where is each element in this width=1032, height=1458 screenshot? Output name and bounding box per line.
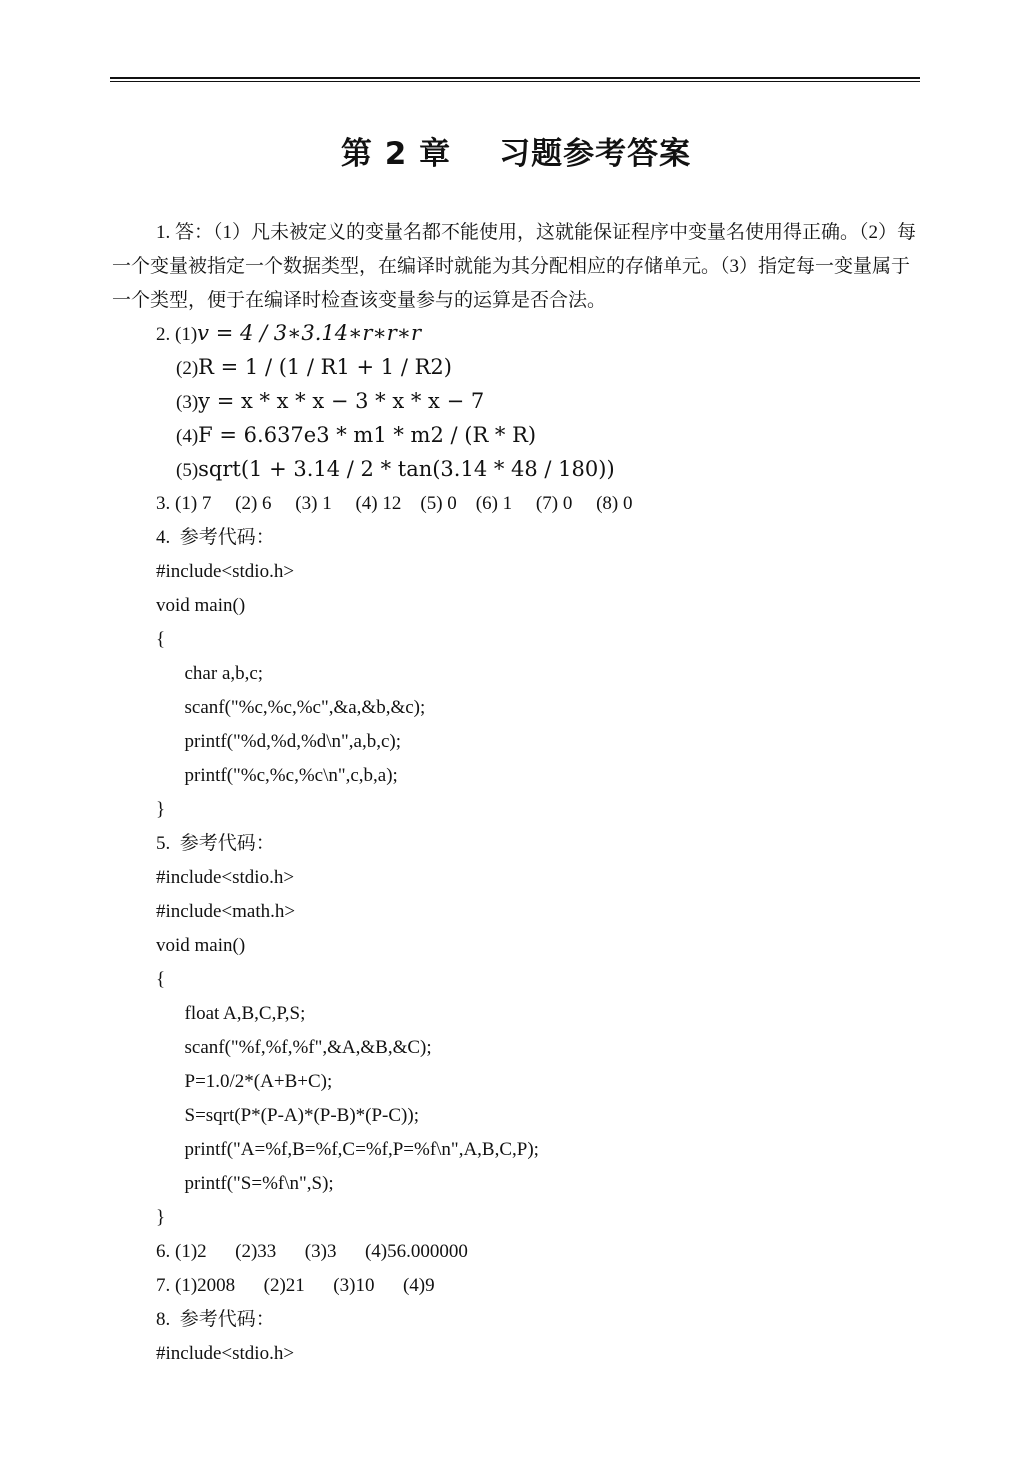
code-line: void main() [156,935,246,956]
chapter-name: 习题参考答案 [499,136,692,172]
code-line: #include<math.h> [156,901,296,922]
answer-2-line-4 [176,423,536,449]
answer-1-paragraph [112,216,920,318]
chapter-number: 第 2 章 [340,136,452,172]
answer-1-text: 1. 答：（1）凡未被定义的变量名都不能使用，这就能保证程序中变量名使用得正确。（2）每一个变量被指定一个数据类型，在编译时就能为其分配相应的存储单元。（3）指定每一变量属于一个类型，便于在编译时检查该变量参与的运算是否合法。 [112,222,917,311]
code-line: { [156,969,166,990]
code-line: scanf("%c,%c,%c",&a,&b,&c); [156,697,426,718]
code-line: printf("%c,%c,%c\n",c,b,a); [156,765,398,786]
code-line: printf("S=%f\n",S); [156,1173,334,1194]
answer-4-heading: 4. 参考代码： [156,527,275,548]
answer-8-heading: 8. 参考代码： [156,1309,275,1330]
code-line: S=sqrt(P*(P-A)*(P-B)*(P-C)); [156,1105,419,1126]
answer-2-expr-2: R = 1 / (1 / R1 + 1 / R2) [198,355,452,379]
answer-2-prefix: 2. (1) [156,324,198,345]
answer-2-expr-1: v = 4 / 3∗3.14∗r∗r∗r [197,321,422,345]
answer-2-label-5: (5) [176,460,199,481]
code-line: void main() [156,595,246,616]
code-line: P=1.0/2*(A+B+C); [156,1071,333,1092]
answer-2-expr-3: y = x * x * x − 3 * x * x − 7 [198,389,485,413]
code-line: #include<stdio.h> [156,561,295,582]
code-line: #include<stdio.h> [156,1343,295,1364]
chapter-title [0,128,1032,173]
code-line: { [156,629,166,650]
code-line: #include<stdio.h> [156,867,295,888]
answer-6-line: 6. (1)2 (2)33 (3)3 (4)56.000000 [156,1241,468,1262]
answer-2-label-3: (3) [176,392,199,413]
code-line: } [156,1207,166,1228]
answer-2-label-4: (4) [176,426,199,447]
answer-2-line-1 [156,321,421,347]
code-line: printf("A=%f,B=%f,C=%f,P=%f\n",A,B,C,P); [156,1139,539,1160]
answer-3-line: 3. (1) 7 (2) 6 (3) 1 (4) 12 (5) 0 (6) 1 (7) 0 (8) 0 [156,493,633,514]
answer-2-line-3 [176,389,484,415]
answer-7-line: 7. (1)2008 (2)21 (3)10 (4)9 [156,1275,435,1296]
answer-2-expr-5: sqrt(1 + 3.14 / 2 * tan(3.14 * 48 / 180)) [198,457,615,481]
answer-2-label-2: (2) [176,358,199,379]
header-rule-thin [110,81,920,82]
code-line: scanf("%f,%f,%f",&A,&B,&C); [156,1037,432,1058]
code-line: char a,b,c; [156,663,264,684]
answer-2-expr-4: F = 6.637e3 * m1 * m2 / (R * R) [198,423,537,447]
code-line: } [156,799,166,820]
code-line: float A,B,C,P,S; [156,1003,306,1024]
code-line: printf("%d,%d,%d\n",a,b,c); [156,731,402,752]
answer-2-line-2 [176,355,452,381]
answer-2-line-5 [176,457,615,483]
answer-5-heading: 5. 参考代码： [156,833,275,854]
header-rule-thick [110,77,920,79]
